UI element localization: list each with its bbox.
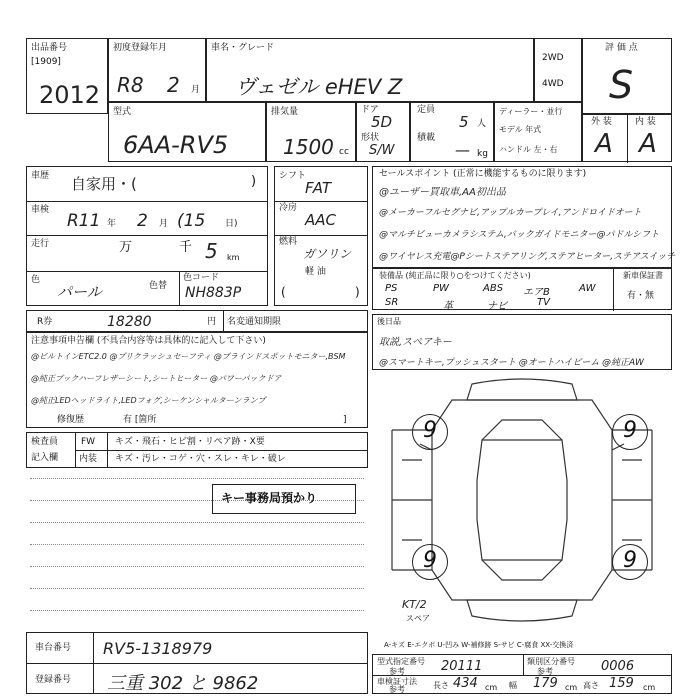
width-unit: cm [565, 683, 578, 692]
seats-value: 5 [459, 113, 469, 131]
inspection-month-unit: 月 [159, 219, 169, 229]
after-items-label: 後日品 [377, 317, 401, 326]
type-close: ) [251, 174, 257, 189]
load-unit: kg [477, 149, 488, 159]
notes-line-2: @純正ブックハーフレザーシート,シートヒーター @パワーバックドア [31, 374, 282, 383]
inspector-label-1: 検査員 [31, 437, 59, 447]
length-unit: cm [485, 683, 498, 692]
notes-line-1: @ビルトインETC2.0 @プリクラッシュセーフティ @ブラインドスポットモニター,BSM [31, 352, 346, 361]
length-label: 長さ [433, 681, 449, 690]
chassis-plate-box [26, 632, 368, 694]
catalog-box [372, 654, 672, 694]
plate-label: 登録番号 [35, 675, 72, 685]
drive-2wd: 2WD [542, 53, 564, 63]
color-code-label: 色コード [183, 273, 220, 283]
car-name: ヴェゼル eHEV Z [235, 75, 403, 99]
mileage-label: 走行 [31, 239, 50, 249]
after-items-line-1: 取説,スペアキー [379, 337, 452, 348]
inspection-month: 2 [137, 211, 148, 231]
grade-label: 評 価 点 [605, 43, 638, 53]
class-ref: 参考 [537, 667, 553, 676]
ext-value: A [595, 129, 613, 159]
shift-fuel-box [274, 166, 368, 306]
new-warranty-label: 新車保証書 [623, 271, 663, 280]
seats-load-box [410, 102, 494, 162]
grade-box [582, 38, 672, 114]
vehicle-info-box [26, 166, 268, 306]
color-code-value: NH883P [185, 285, 242, 301]
fuel-value: ガソリン [303, 247, 352, 261]
equipment-title: 装備品 (純正品に限り○をつけてください) [379, 271, 531, 280]
width-value: 179 [533, 676, 558, 691]
displacement-box [266, 102, 356, 162]
height-value: 159 [609, 676, 634, 691]
tire-front-left: 9 [412, 414, 448, 450]
after-items-box [372, 314, 672, 370]
model-value: 6AA-RV5 [123, 131, 229, 159]
model-box [108, 102, 266, 162]
recycle-unit: 円 [207, 317, 217, 327]
damage-legend: A-キズ E-エクボ U-凹み W-補修跡 S-サビ C-腐食 XX-交換済 [384, 641, 574, 649]
class-value: 0006 [601, 659, 635, 674]
color-label: 色 [31, 275, 41, 285]
inspection-year-unit: 年 [107, 219, 117, 229]
height-label: 高さ [583, 681, 599, 690]
reg-label: 初度登録年月 [113, 43, 168, 53]
recycle-value: 18280 [107, 314, 152, 330]
equip-tv: TV [537, 297, 550, 308]
width-label: 幅 [509, 681, 517, 690]
chassis-label: 車台番号 [35, 643, 72, 653]
inspection-day: (15 [177, 211, 206, 231]
doors-shape-box [356, 102, 410, 162]
notes-line-3: @純正LEDヘッドライト,LEDフォグ,シーケンシャルターンランプ [31, 396, 266, 405]
equip-pw: PW [433, 283, 449, 294]
length-value: 434 [453, 676, 478, 691]
sales-line-4: @ワイヤレス充電@Pシートステアリング,ステアヒーター,ステアスイッチ [379, 252, 676, 262]
spare-note: KT/2 [402, 598, 427, 611]
shift-label: シフト [279, 171, 307, 181]
fuel-label: 燃料 [279, 237, 298, 247]
dims-label: 車検証寸法 [377, 677, 417, 686]
key-note-box [212, 484, 356, 514]
int-label: 内 装 [635, 117, 656, 127]
shape-value: S/W [369, 143, 395, 158]
repair-label: 修復歴 [57, 415, 85, 425]
type-label: 車歴 [31, 171, 50, 181]
int-check-text: キズ・汚レ・コゲ・穴・スレ・キレ・破レ [115, 454, 286, 464]
equip-leather: 革 [443, 301, 453, 312]
height-unit: cm [643, 683, 656, 692]
notes-box [26, 332, 368, 428]
model-cat-value: 20111 [441, 659, 483, 674]
inspector-label-2: 記入欄 [31, 453, 59, 463]
tire-front-right: 9 [612, 414, 648, 450]
displacement-value: 1500 [283, 135, 334, 159]
inspection-label: 車検 [31, 205, 50, 215]
sales-line-1: @ユーザー買取車,AA初出品 [379, 187, 506, 198]
car-name-box [206, 38, 534, 102]
lot-number: 2012 [39, 81, 101, 109]
model-label: 型式 [113, 107, 132, 117]
chassis-value: RV5-1318979 [103, 639, 213, 658]
registration-box [108, 38, 206, 102]
fuel-alt: 軽 油 [305, 267, 326, 277]
equip-sr: SR [385, 297, 399, 308]
inspection-value: R11 [67, 211, 101, 231]
int-check-label: 内装 [79, 454, 98, 464]
equip-airbag: エアB [523, 287, 550, 298]
after-items-line-2: @スマートキー,プッシュスタート @オートハイビーム @純正AW [379, 358, 644, 368]
reg-era: R8 [117, 73, 144, 97]
grade-value: S [609, 63, 634, 107]
name-label: 車名・グレード [211, 43, 275, 53]
reg-month-unit: 月 [191, 85, 201, 95]
color-value: パール [57, 283, 102, 301]
new-warranty-value: 有・無 [627, 291, 655, 301]
int-value: A [639, 129, 657, 159]
lot-number-box [26, 38, 108, 114]
ext-label: 外 装 [591, 117, 612, 127]
handle-label: ハンドル 左・右 [499, 145, 558, 154]
doors-label: ドア [361, 105, 379, 115]
tire-rear-right: 9 [612, 544, 648, 580]
dims-ref: 参考 [389, 685, 405, 694]
fuel-paren-open: ( [281, 285, 286, 299]
sales-title: セールスポイント (正常に機能するものに限ります) [379, 169, 587, 179]
dealer-box [494, 102, 582, 162]
equip-abs: ABS [483, 283, 504, 294]
inspection-day-unit: 日) [225, 219, 238, 229]
tire-rear-left: 9 [412, 544, 448, 580]
mileage-man: 万 [119, 240, 133, 255]
notice-label: 名変通知期限 [227, 317, 282, 327]
color-change-label: 色替 [149, 281, 168, 291]
drive-4wd: 4WD [542, 79, 564, 89]
recycle-label: R券 [37, 317, 53, 327]
recycle-box [26, 310, 368, 332]
sales-line-2: @メーカーフルセグナビ,アップルカープレイ,アンドロイドオート [379, 208, 642, 218]
repair-close: ] [343, 415, 347, 425]
doors-value: 5D [371, 113, 393, 131]
fw-label: FW [81, 437, 96, 447]
inspector-box [26, 432, 368, 468]
car-diagram [372, 370, 672, 630]
seats-label: 定員 [417, 105, 436, 115]
mileage-value: 5 [205, 239, 218, 263]
type-value: 自家用・( [71, 175, 137, 193]
spare-label: スペア [406, 614, 430, 623]
load-label: 積載 [417, 133, 436, 143]
model-cat-ref: 参考 [389, 667, 405, 676]
equipment-box [372, 268, 672, 310]
equip-aw: AW [579, 283, 596, 294]
fw-text: キズ・飛石・ヒビ割・リペア跡・X要 [115, 437, 265, 447]
ac-value: AAC [305, 211, 336, 229]
key-note: キー事務局預かり [221, 491, 318, 505]
mileage-sen: 千 [179, 240, 193, 255]
mileage-unit: km [227, 253, 240, 262]
displacement-label: 排気量 [271, 107, 299, 117]
shape-label: 形状 [361, 133, 380, 143]
lot-sub: [1909] [31, 57, 61, 67]
drive-box [534, 38, 582, 102]
seats-unit: 人 [477, 119, 487, 129]
equip-ps: PS [385, 283, 398, 294]
sales-line-3: @マルチビューカメラシステム,バックガイドモニター@パドルシフト [379, 230, 660, 240]
reg-month: 2 [167, 73, 180, 97]
plate-value: 三重 302 と 9862 [107, 673, 259, 694]
displacement-unit: cc [339, 147, 349, 157]
notes-title: 注意事項申告欄 (不具合内容等は具体的に記入して下さい) [31, 336, 266, 346]
dealer-label: ディーラー・並行 [499, 107, 563, 116]
load-value: — [455, 141, 470, 159]
ac-label: 冷房 [279, 203, 298, 213]
ext-int-box [582, 114, 672, 162]
sales-points-box [372, 166, 676, 268]
model-year-label: モデル 年式 [499, 125, 542, 134]
repair-value: 有 [箇所 [123, 415, 157, 425]
lot-label: 出品番号 [31, 43, 68, 53]
class-label: 類別区分番号 [527, 657, 575, 666]
shift-value: FAT [305, 179, 332, 197]
model-cat-label: 型式指定番号 [377, 657, 425, 666]
fuel-paren-close: ) [355, 285, 360, 299]
equip-navi: ナビ [487, 301, 507, 312]
